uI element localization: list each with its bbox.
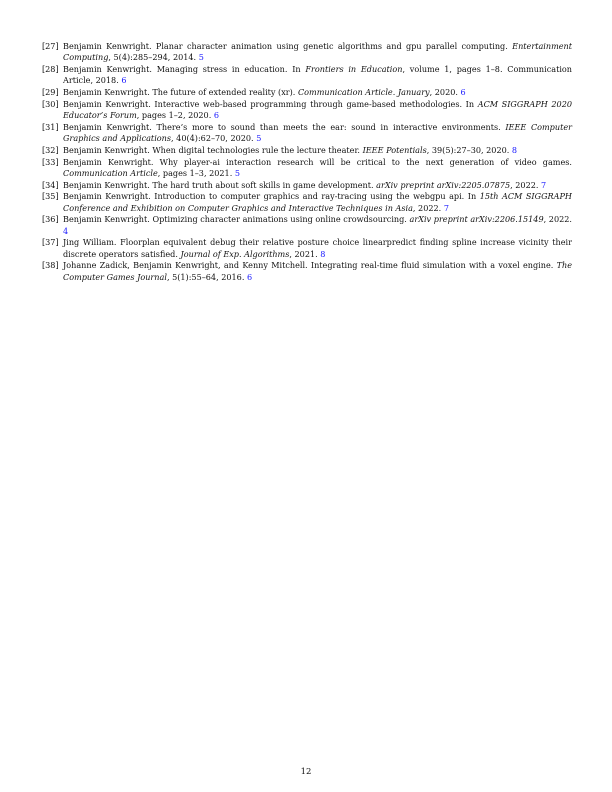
- reference-number: [33]: [42, 156, 59, 167]
- backref-link[interactable]: 6: [246, 271, 253, 282]
- reference-text: Benjamin Kenwright. Managing stress in education. In Frontiers in Education, volume 1, pages 1–8. Communication Article, 2018. 6: [63, 64, 572, 86]
- reference-item: [42, 237, 572, 259]
- reference-venue: Communication Article. January: [297, 87, 430, 97]
- reference-venue: 15th ACM SIGGRAPH Conference and Exhibition on Computer Graphics and Interactive Techniques in Asia: [63, 191, 572, 213]
- backref-link[interactable]: 5: [234, 167, 241, 178]
- reference-item: [42, 64, 572, 86]
- reference-venue: IEEE Computer Graphics and Applications: [63, 121, 572, 143]
- reference-venue: IEEE Potentials: [362, 144, 427, 155]
- reference-text: Benjamin Kenwright. Interactive web-based programming through game-based methodologies. In ACM SIGGRAPH 2020 Educator’s Forum, pages 1–2, 2020. 6: [63, 98, 572, 120]
- reference-number: [37]: [42, 237, 59, 248]
- reference-text: Benjamin Kenwright. Optimizing character animations using online crowdsourcing. arXiv preprint arXiv:2206.15149, 2022. 4: [63, 214, 572, 236]
- reference-item: [42, 122, 572, 144]
- reference-number: [38]: [42, 260, 59, 271]
- reference-text: Benjamin Kenwright. Planar character animation using genetic algorithms and gpu parallel computing. Entertainment Computing, 5(4):285–294, 2014. 5: [63, 41, 573, 63]
- reference-item: [42, 260, 572, 282]
- backref-link[interactable]: 4: [63, 225, 69, 236]
- reference-venue: arXiv preprint arXiv:2205.07875: [376, 179, 511, 190]
- reference-text: Johanne Zadick, Benjamin Kenwright, and Kenny Mitchell. Integrating real-time fluid simulation with a voxel engine. The Computer Games Journal, 5(1):55–64, 2016. 6: [63, 260, 572, 282]
- backref-link[interactable]: 5: [256, 133, 262, 143]
- reference-number: [29]: [42, 87, 59, 97]
- backref-link[interactable]: 6: [213, 110, 220, 120]
- reference-text: Benjamin Kenwright. When digital technologies rule the lecture theater. IEEE Potentials, 39(5):27–30, 2020. 8: [63, 144, 518, 155]
- reference-number: [31]: [42, 121, 59, 132]
- reference-item: [42, 214, 572, 236]
- backref-link[interactable]: 5: [198, 52, 204, 63]
- reference-venue: Communication Article: [63, 167, 158, 178]
- reference-number: [32]: [42, 144, 59, 155]
- reference-venue: The Computer Games Journal: [63, 260, 572, 282]
- reference-text: Benjamin Kenwright. There’s more to sound than meets the ear: sound in interactive environments. IEEE Computer Graphics and Applications, 40(4):62–70, 2020. 5: [63, 121, 572, 143]
- reference-venue: Journal of Exp. Algorithms: [180, 248, 290, 259]
- reference-number: [34]: [42, 179, 59, 190]
- backref-link[interactable]: 8: [320, 248, 326, 259]
- reference-item: [42, 157, 572, 179]
- reference-item: [42, 87, 572, 98]
- reference-item: [42, 191, 572, 213]
- backref-link[interactable]: 7: [541, 179, 547, 190]
- reference-venue: Entertainment Computing: [63, 41, 573, 63]
- reference-number: [27]: [42, 41, 59, 51]
- backref-link[interactable]: 6: [121, 75, 127, 86]
- reference-number: [28]: [42, 64, 59, 74]
- reference-item: [42, 145, 572, 156]
- reference-venue: arXiv preprint arXiv:2206.15149: [409, 214, 544, 225]
- reference-text: Benjamin Kenwright. Introduction to computer graphics and ray-tracing using the webgpu api. In 15th ACM SIGGRAPH Conference and Exhibition on Computer Graphics and Interactive Techniques in Asia, 2022. 7: [63, 191, 572, 213]
- reference-item: [42, 180, 572, 191]
- reference-venue: ACM SIGGRAPH 2020 Educator’s Forum: [63, 98, 572, 120]
- backref-link[interactable]: 8: [511, 144, 518, 155]
- reference-text: Jing William. Floorplan equivalent debug their relative posture choice linearpredict finding spline increase vicinity their discrete operators satisfied. Journal of Exp. Algorithms, 2021. 8: [63, 237, 572, 259]
- reference-number: [30]: [42, 98, 59, 109]
- reference-venue: Frontiers in Education: [305, 64, 403, 74]
- reference-text: Benjamin Kenwright. The hard truth about soft skills in game development. arXiv preprint arXiv:2205.07875, 2022. 7: [63, 179, 547, 190]
- page-number: 12: [300, 767, 312, 777]
- backref-link[interactable]: 7: [443, 202, 449, 213]
- reference-text: Benjamin Kenwright. The future of extended reality (xr). Communication Article. January, 2020. 6: [63, 87, 466, 97]
- reference-number: [36]: [42, 214, 59, 225]
- references-list: [42, 41, 572, 283]
- reference-item: [42, 99, 572, 121]
- reference-text: Benjamin Kenwright. Why player-ai interaction research will be critical to the next generation of video games. Communication Article, pages 1–3, 2021. 5: [63, 156, 572, 178]
- reference-number: [35]: [42, 191, 59, 202]
- backref-link[interactable]: 6: [460, 87, 466, 97]
- reference-item: [42, 41, 572, 63]
